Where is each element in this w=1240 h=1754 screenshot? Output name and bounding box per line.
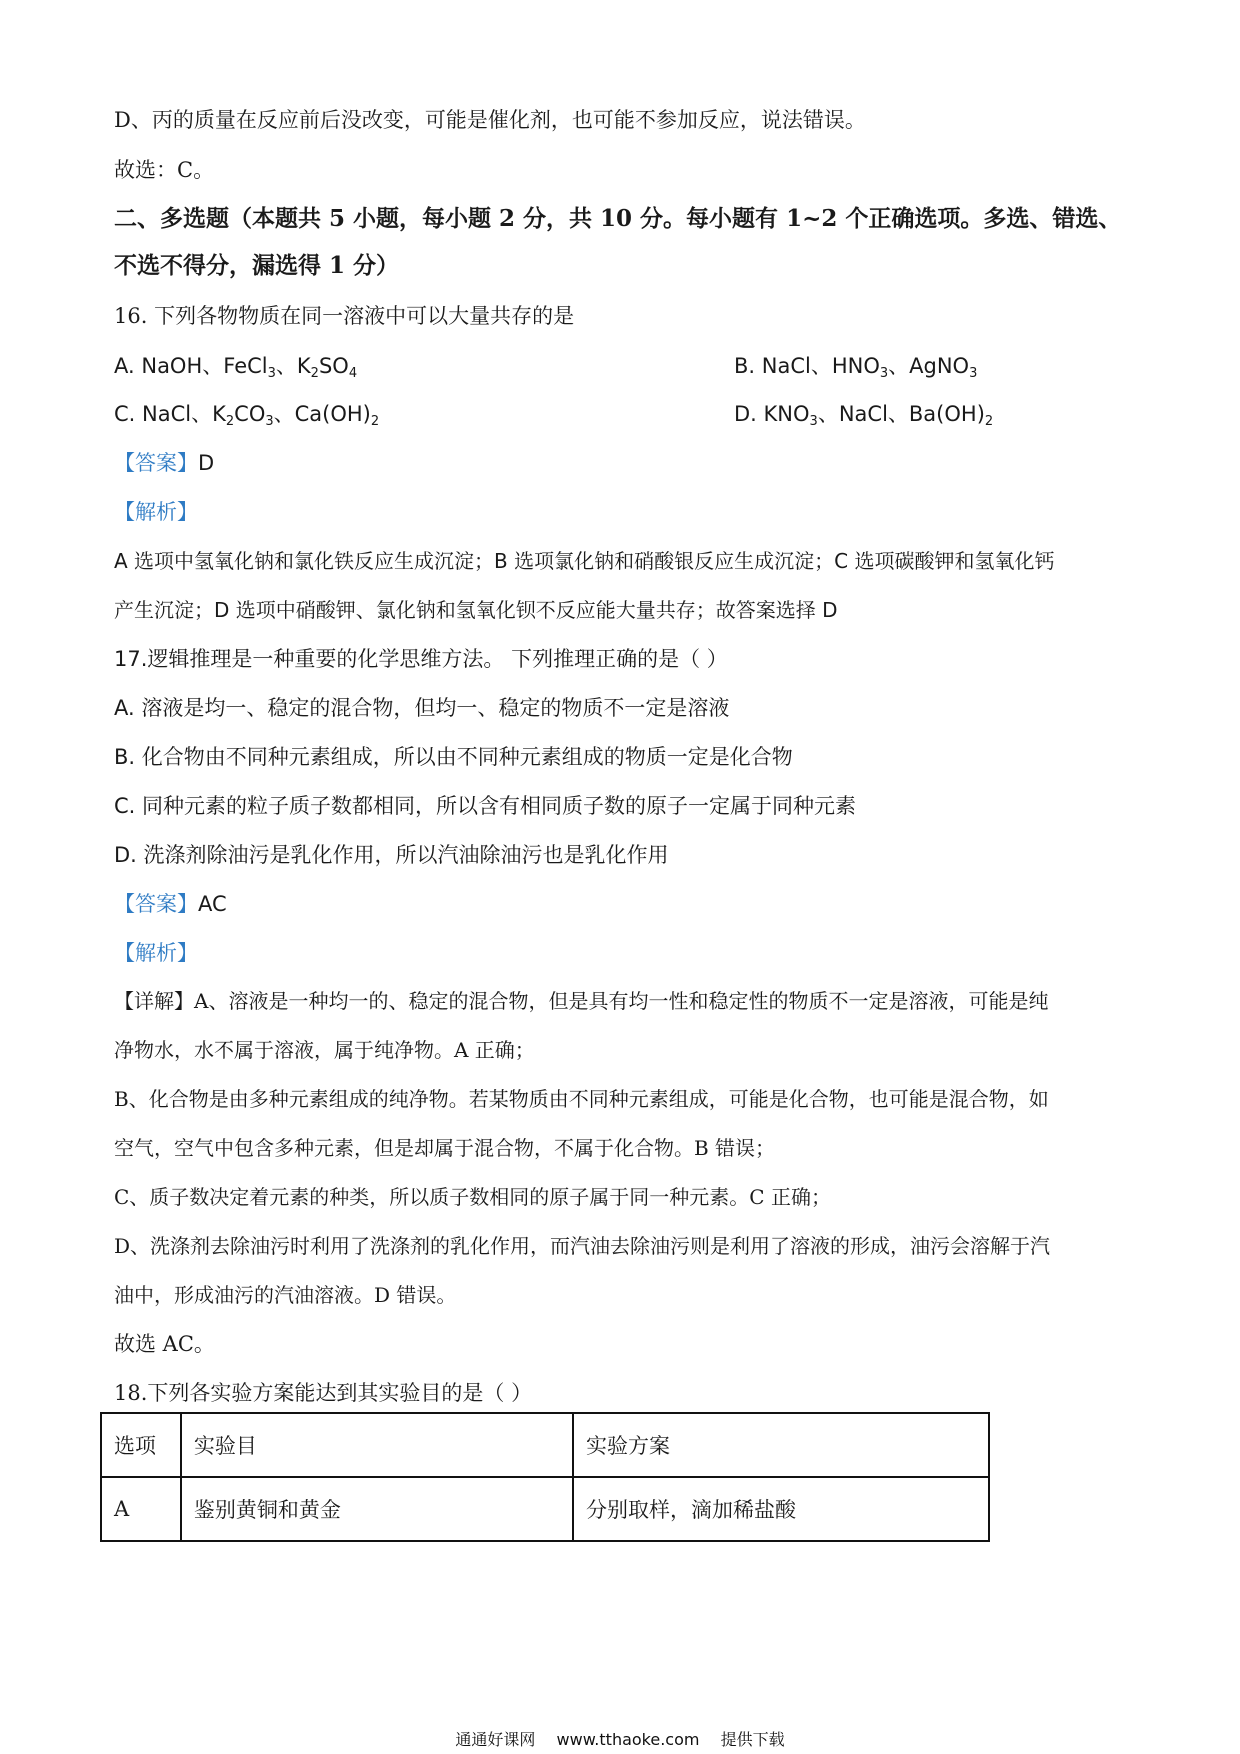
q17-option-a: A. 溶液是均一、稳定的混合物，但均一、稳定的物质不一定是溶液 — [114, 696, 730, 720]
q18-stem: 18.下列各实验方案能达到其实验目的是（ ） — [114, 1381, 533, 1405]
prev-option-d-text: D、丙的质量在反应前后没改变，可能是催化剂，也可能不参加反应，说法错误。 — [114, 108, 866, 132]
table-row — [101, 1477, 989, 1541]
q17-analysis-tag: 【解析】 — [114, 941, 198, 965]
q16-option-b: B. NaCl、$HNO_3$、AgNO$_3$ — [734, 354, 978, 381]
q16-option-a: A. NaOH、FeCl$_3$、$K_2SO_4$ — [114, 354, 358, 381]
q17-detail-line4: 空气，空气中包含多种元素，但是却属于混合物，不属于化合物。B 错误； — [114, 1136, 776, 1160]
answer-tag: 【答案】 — [114, 892, 198, 916]
q17-answer — [114, 890, 227, 918]
q16-options-row1 — [114, 352, 1114, 380]
q17-select: 故选 AC。 — [114, 1332, 215, 1356]
q16-option-c: C. NaCl、$K_2CO_3$、$Ca(OH)_2$ — [114, 402, 380, 429]
q16-analysis-line2: 产生沉淀；D 选项中硝酸钾、氯化钠和氢氧化钡不反应能大量共存；故答案选择 D — [114, 598, 838, 622]
footer-note: 提供下载 — [720, 1730, 785, 1749]
q16-analysis-line1: A 选项中氢氧化钠和氯化铁反应生成沉淀；B 选项氯化钠和硝酸银反应生成沉淀；C 选项碳酸钾和氢氧化钙 — [114, 549, 1055, 573]
page-footer — [0, 1727, 1240, 1750]
prev-answer-select: 故选：C。 — [114, 158, 215, 182]
section-heading-line1: 二、多选题（本题共 5 小题，每小题 2 分，共 10 分。每小题有 1~2 个正确选项。多选、错选、 — [114, 205, 1122, 232]
q17-detail-line3: B、化合物是由多种元素组成的纯净物。若某物质由不同种元素组成，可能是化合物，也可能是混合物，如 — [114, 1087, 1049, 1111]
table-header-row — [101, 1413, 989, 1477]
q17-detail-line6: D、洗涤剂去除油污时利用了洗涤剂的乳化作用，而汽油去除油污则是利用了溶液的形成，油污会溶解于汽 — [114, 1234, 1051, 1258]
q16-analysis-tag: 【解析】 — [114, 500, 198, 524]
q17-option-c: C. 同种元素的粒子质子数都相同，所以含有相同质子数的原子一定属于同种元素 — [114, 794, 857, 818]
table-cell: 鉴别黄铜和黄金 — [181, 1477, 573, 1541]
footer-url-link[interactable]: www.tthaoke.com — [556, 1730, 700, 1749]
experiment-table — [100, 1412, 990, 1542]
q17-detail-line7: 油中，形成油污的汽油溶液。D 错误。 — [114, 1283, 457, 1307]
q17-stem: 17.逻辑推理是一种重要的化学思维方法。 下列推理正确的是（ ） — [114, 647, 728, 671]
q16-answer — [114, 449, 214, 477]
q16-options-row2 — [114, 400, 1114, 428]
answer-value: AC — [198, 892, 227, 916]
q17-detail-line5: C、质子数决定着元素的种类，所以质子数相同的原子属于同一种元素。C 正确； — [114, 1185, 831, 1209]
q16-option-d: D. $KNO_3$、NaCl、$Ba(OH)_2$ — [734, 402, 994, 429]
q17-option-b: B. 化合物由不同种元素组成，所以由不同种元素组成的物质一定是化合物 — [114, 745, 793, 769]
table-header-cell: 实验目 — [181, 1413, 573, 1477]
answer-value: D — [198, 451, 215, 475]
table-header-cell: 实验方案 — [573, 1413, 989, 1477]
section-heading-line2: 不选不得分，漏选得 1 分） — [114, 252, 400, 279]
table-cell: A — [101, 1477, 181, 1541]
q17-option-d: D. 洗涤剂除油污是乳化作用，所以汽油除油污也是乳化作用 — [114, 843, 669, 867]
footer-site-name: 通通好课网 — [455, 1730, 536, 1749]
q17-detail-line2: 净物水，水不属于溶液，属于纯净物。A 正确； — [114, 1038, 535, 1062]
q16-stem: 16. 下列各物物质在同一溶液中可以大量共存的是 — [114, 304, 575, 328]
table-header-cell: 选项 — [101, 1413, 181, 1477]
q17-detail-line1: 【详解】A、溶液是一种均一的、稳定的混合物，但是具有均一性和稳定性的物质不一定是溶液，可能是纯 — [114, 989, 1049, 1013]
table-cell: 分别取样，滴加稀盐酸 — [573, 1477, 989, 1541]
answer-tag: 【答案】 — [114, 451, 198, 475]
